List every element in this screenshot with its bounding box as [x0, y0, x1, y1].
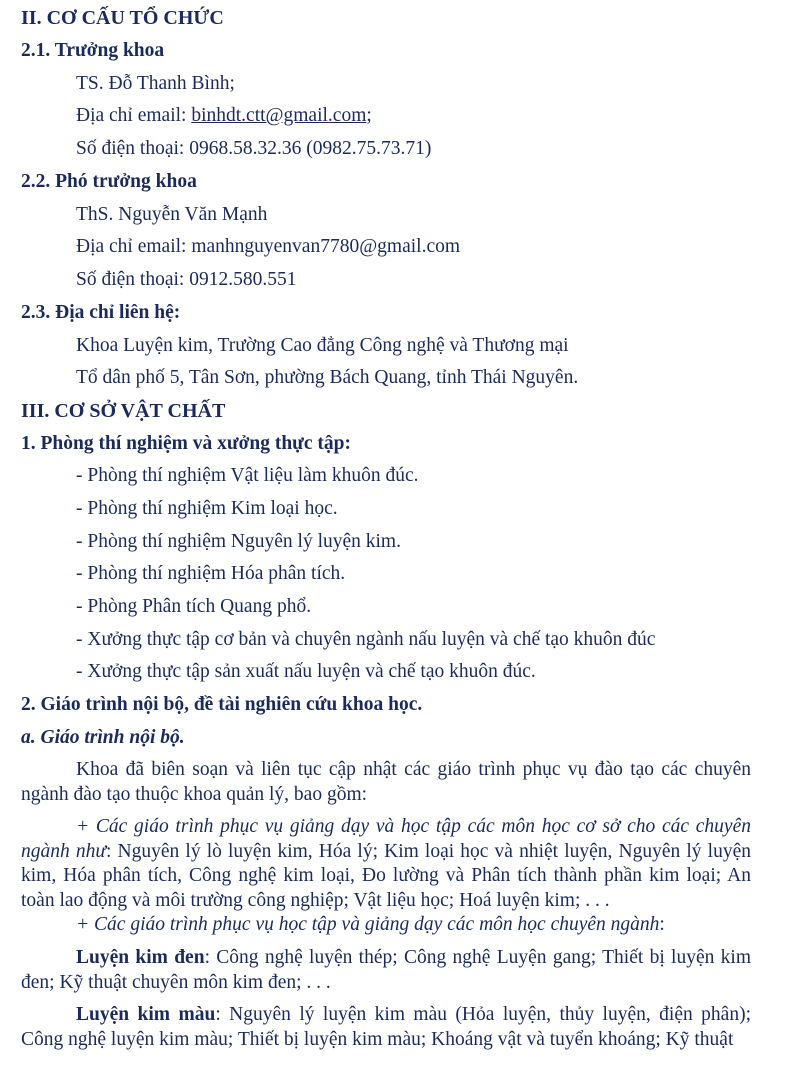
- dean-name: TS. Đỗ Thanh Bình;: [76, 73, 235, 94]
- textbooks-basic-body: : Nguyên lý lò luyện kim, Hóa lý; Kim loại học và nhiệt luyện, Nguyên lý luyện kim, Hóa phân tích, Công nghệ kim loại, Đo lường và Phân tích thành phần kim loại; An toàn lao động và môi trường công nghiệp; Vật liệu học; Hoá luyện kim; . . .: [21, 840, 751, 911]
- textbooks-nonferrous: [21, 1003, 751, 1052]
- subheading-internal-textbooks: a. Giáo trình nội bộ.: [21, 727, 185, 748]
- textbooks-ferrous: [21, 946, 751, 995]
- heading-labs: 1. Phòng thí nghiệm và xưởng thực tập:: [21, 433, 351, 454]
- textbooks-specialized-suffix: :: [659, 914, 665, 935]
- deputy-name: ThS. Nguyễn Văn Mạnh: [76, 204, 268, 225]
- section-title-organization: II. CƠ CẤU TỔ CHỨC: [21, 7, 224, 29]
- heading-deputy-dean: 2.2. Phó trưởng khoa: [21, 171, 197, 192]
- dean-email-suffix: ;: [366, 105, 372, 126]
- section-title-facilities: III. CƠ SỞ VẬT CHẤT: [21, 400, 226, 422]
- textbooks-specialized-lead: + Các giáo trình phục vụ học tập và giảng dạy các môn học chuyên ngành: [76, 914, 660, 935]
- deputy-phone: Số điện thoại: 0912.580.551: [76, 269, 297, 290]
- ferrous-body: : Công nghệ luyện thép; Công nghệ Luyện gang; Thiết bị luyện kim đen; Kỹ thuật chuyên môn kim đen; . . .: [21, 947, 751, 993]
- nonferrous-label: Luyện kim màu: [76, 1004, 216, 1025]
- lab-item: - Phòng thí nghiệm Kim loại học.: [76, 498, 338, 519]
- nonferrous-body: : Nguyên lý luyện kim màu (Hỏa luyện, thủy luyện, điện phân); Công nghệ luyện kim màu; Thiết bị luyện kim màu; Khoáng vật và tuyển khoáng; Kỹ thuật: [21, 1004, 751, 1050]
- contact-line-2: Tổ dân phố 5, Tân Sơn, phường Bách Quang, tỉnh Thái Nguyên.: [76, 367, 579, 388]
- textbooks-basic: [21, 815, 751, 913]
- contact-line-1: Khoa Luyện kim, Trường Cao đẳng Công nghệ và Thương mại: [76, 335, 569, 356]
- lab-item: - Xưởng thực tập sản xuất nấu luyện và chế tạo khuôn đúc.: [76, 661, 536, 682]
- textbooks-specialized: [21, 913, 751, 938]
- dean-email-label: Địa chỉ email:: [76, 105, 192, 126]
- dean-phone: Số điện thoại: 0968.58.32.36 (0982.75.73.71): [76, 138, 432, 159]
- heading-dean: 2.1. Trưởng khoa: [21, 40, 165, 61]
- lab-item: - Phòng thí nghiệm Nguyên lý luyện kim.: [76, 531, 401, 552]
- heading-textbooks: 2. Giáo trình nội bộ, đề tài nghiên cứu khoa học.: [21, 694, 423, 715]
- textbooks-intro: Khoa đã biên soạn và liên tục cập nhật các giáo trình phục vụ đào tạo các chuyên ngành đào tạo thuộc khoa quản lý, bao gồm:: [21, 759, 751, 805]
- dean-email-link[interactable]: binhdt.ctt@gmail.com: [191, 105, 367, 126]
- heading-contact: 2.3. Địa chỉ liên hệ:: [21, 302, 181, 323]
- lab-item: - Xưởng thực tập cơ bản và chuyên ngành nấu luyện và chế tạo khuôn đúc: [76, 629, 656, 650]
- lab-item: - Phòng thí nghiệm Vật liệu làm khuôn đúc.: [76, 465, 419, 486]
- dean-email-line: [76, 104, 372, 128]
- ferrous-label: Luyện kim đen: [76, 947, 205, 968]
- lab-item: - Phòng thí nghiệm Hóa phân tích.: [76, 563, 346, 584]
- lab-item: - Phòng Phân tích Quang phổ.: [76, 596, 312, 617]
- deputy-email: Địa chỉ email: manhnguyenvan7780@gmail.com: [76, 236, 461, 257]
- textbooks-basic-lead: + Các giáo trình phục vụ giảng dạy và học tập các môn học cơ sở cho các chuyên ngành như: [21, 816, 751, 862]
